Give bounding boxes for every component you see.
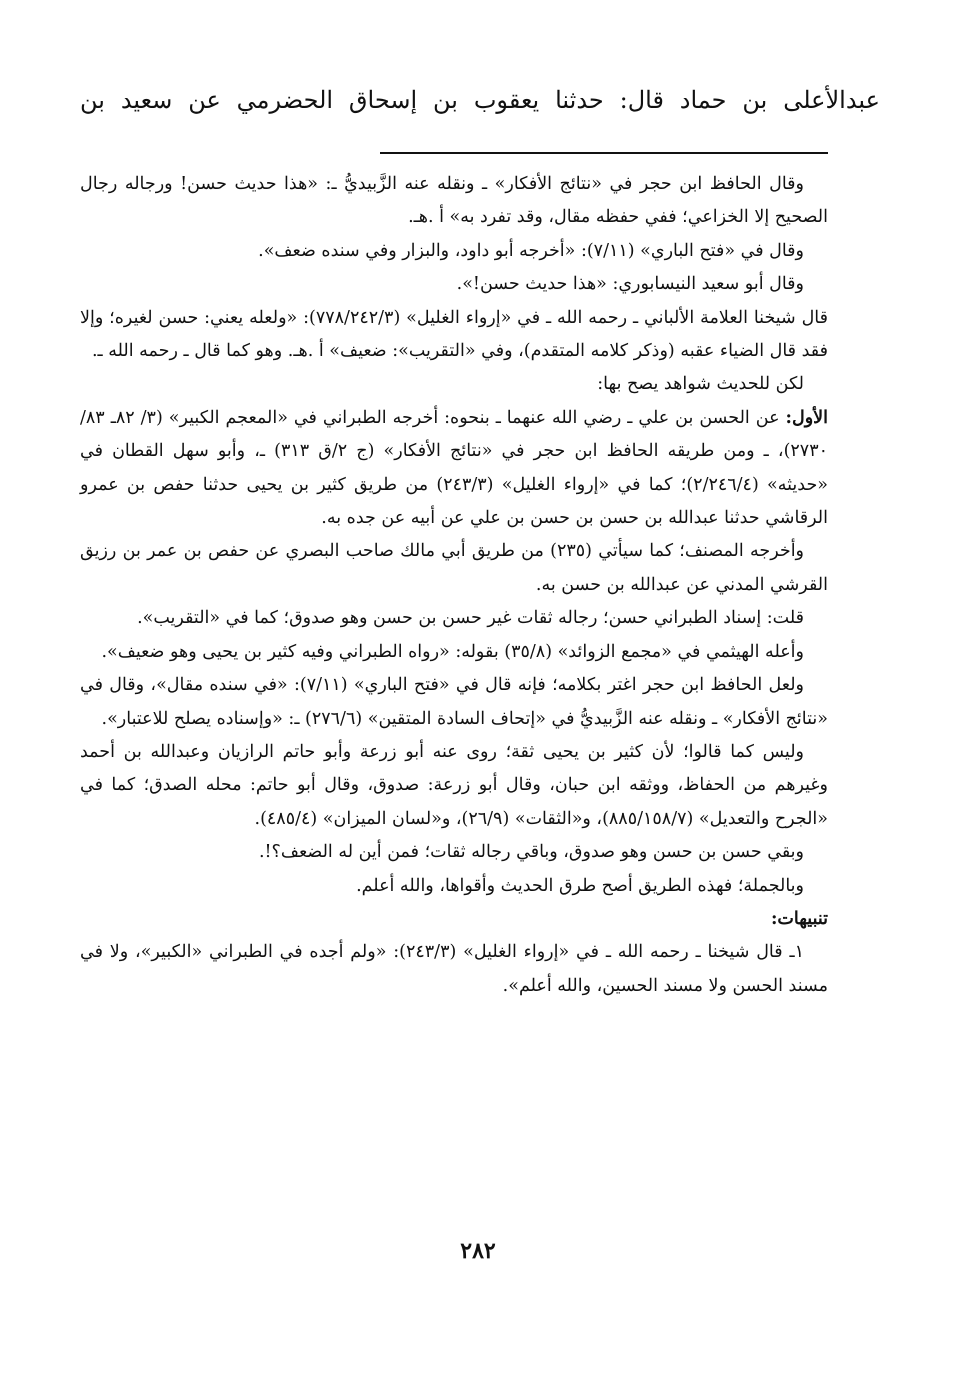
footnote-paragraph: وأخرجه المصنف؛ كما سيأتي (٢٣٥) من طريق أبي مالك صاحب البصري عن حفص بن عمر بن رزيق القرشي المدني عن عبدالله بن حسن به. xyxy=(80,541,828,595)
footnote-paragraph: وأعله الهيثمي في «مجمع الزوائد» (٣٥/٨) بقوله: «رواه الطبراني وفيه كثير بن يحيى وهو ضعيف». xyxy=(101,641,804,662)
footnote-paragraph: وبالجملة؛ فهذه الطريق أصح طرق الحديث وأقواها، والله أعلم. xyxy=(356,875,804,896)
footnote-paragraph: قال شيخنا العلامة الألباني ـ رحمه الله ـ في «إرواء الغليل» (٧٧٨/٢٤٢/٣): «ولعله يعني: حسن لغيره؛ وإلا فقد قال الضياء عقبه (وذكر كلامه المتقدم)، وفي «التقريب»: ضعيف» أ .هـ. وهو كما قال ـ رحمه الله ـ. xyxy=(80,307,828,362)
footnote-paragraph: وبقي حسن بن حسن وهو صدوق، وباقي رجاله ثقات؛ فمن أين له الضعف؟!. xyxy=(258,842,804,863)
notes-heading: تنبيهات: xyxy=(770,908,828,929)
first-witness-text: عن الحسن بن علي ـ رضي الله عنهما ـ بنحوه: أخرجه الطبراني في «المعجم الكبير» (٣/ ٨٢ـ ٨٣/ ٢٧٣٠)، ـ ومن طريقه الحافظ ابن حجر في «نتائج الأفكار» (ج ٢/ق ٣١٣) ـ، وأبو سهل القطان في «حديثه» (٢/٢٤٦/٤)؛ كما في «إرواء الغليل» (٢٤٣/٣) من طريق كثير بن يحيى حدثنا حفص بن عمرو الرقاشي حدثنا عبدالله بن حسن بن حسن بن علي عن أبيه عن جده به. xyxy=(80,407,829,529)
footnote-paragraph: وقال الحافظ ابن حجر في «نتائج الأفكار» ـ ونقله عنه الزَّبيديُّ ـ: «هذا حديث حسن! ورجاله رجال الصحيح إلا الخزاعي؛ ففي حفظه مقال، وقد تفرد به» أ .هـ. xyxy=(80,174,828,228)
footnote-paragraph: ١ـ قال شيخنا ـ رحمه الله ـ في «إرواء الغليل» (٢٤٣/٣): «ولم أجده في الطبراني «الكبير»، ولا في مسند الحسن ولا مسند الحسين، والله أعلم». xyxy=(80,942,828,996)
footnote-paragraph: قلت: إسناد الطبراني حسن؛ رجاله ثقات غير حسن بن حسن وهو صدوق؛ كما في «التقريب». xyxy=(137,608,804,629)
first-witness-label: الأول: xyxy=(785,407,828,428)
footnote-paragraph: وقال في «فتح الباري» (٧/١١): «أخرجه أبو داود، والبزار وفي سنده ضعف». xyxy=(258,240,804,261)
footnote-paragraph: وقال أبو سعيد النيسابوري: «هذا حديث حسن!». xyxy=(456,274,804,295)
footnote-paragraph xyxy=(80,402,828,536)
footnotes-block xyxy=(80,168,828,1003)
page-number: ٢٨٢ xyxy=(460,1238,496,1264)
footnote-separator xyxy=(380,152,828,154)
footnote-paragraph: ولعل الحافظ ابن حجر اغتر بكلامه؛ فإنه قال في «فتح الباري» (٧/١١): «في سنده مقال»، وقال في «نتائج الأفكار» ـ ونقله عنه الزَّبيديُّ في «إتحاف السادة المتقين» (٢٧٦/٦) ـ: «وإسناده يصلح للاعتبار». xyxy=(80,675,828,729)
footnote-paragraph: لكن للحديث شواهد يصح بها: xyxy=(597,374,804,395)
footnote-paragraph: وليس كما قالوا؛ لأن كثير بن يحيى ثقة؛ روى عنه أبو زرعة وأبو حاتم الرازيان وعبدالله بن أحمد وغيرهم من الحفاظ، ووثقه ابن حبان، وقال أبو زرعة: صدوق، وقال أبو حاتم: محله الصدق؛ كما في «الجرح والتعديل» (٨٨٥/١٥٨/٧)، و«الثقات» (٢٦/٩)، و«لسان الميزان» (٤٨٥/٤). xyxy=(80,741,828,829)
main-text-line: عبدالأعلى بن حماد قال: حدثنا يعقوب بن إسحاق الحضرمي عن سعيد بن xyxy=(80,86,880,114)
